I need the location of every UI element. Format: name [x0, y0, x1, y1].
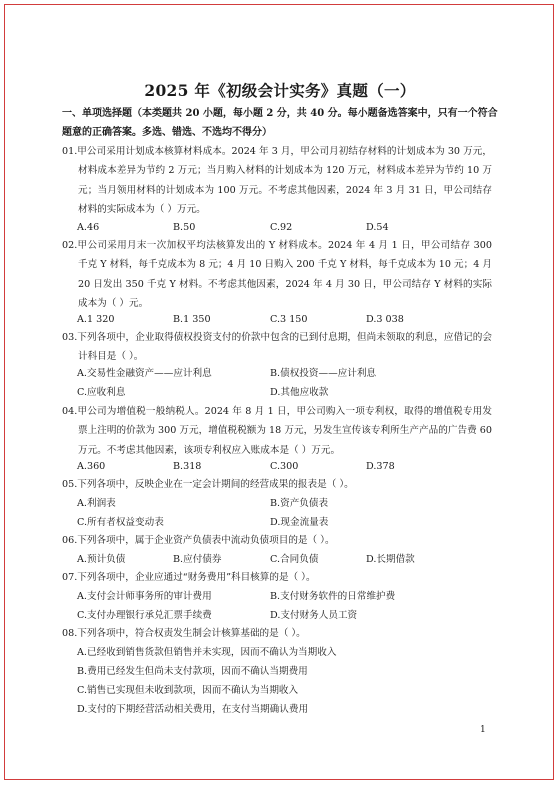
option-d[interactable]: D.支付财务人员工资 — [270, 610, 358, 621]
question-08 — [62, 624, 492, 643]
document-title: 2025 年《初级会计实务》真题（一） — [144, 81, 416, 100]
option-d[interactable]: D.现金流量表 — [270, 517, 329, 528]
question-01 — [62, 142, 492, 220]
option-b[interactable]: B.费用已经发生但尚未支付款项，因而不确认当期费用 — [77, 666, 308, 677]
option-c[interactable]: C.3 150 — [270, 314, 308, 325]
option-d[interactable]: D.378 — [366, 461, 395, 472]
question-02 — [62, 236, 492, 314]
question-text: 03.下列各项中，企业取得债权投资支付的价款中包含的已到付息期，但尚未领取的利息，应借记的会计科目是（ ）。 — [62, 332, 492, 363]
question-04 — [62, 402, 492, 460]
option-a[interactable]: A.支付会计师事务所的审计费用 — [77, 591, 212, 602]
option-b[interactable]: B.债权投资——应计利息 — [270, 368, 377, 379]
option-c[interactable]: C.支付办理银行承兑汇票手续费 — [77, 610, 212, 621]
question-text: 02.甲公司采用月末一次加权平均法核算发出的 Y 材料成本。2024 年 4 月 1 日，甲公司结存 300 千克 Y 材料，每千克成本为 8 元；4 月 10 日购入 200 千克 Y 材料，每千克成本为 10 元；4 月 20 日发出 350 千克 Y 材料。不考虑其他因素，2024 年 4 月 30 日，甲公司结存 Y 材料的实际成本为（ ）元。 — [62, 240, 492, 310]
section-heading-line1: 一、单项选择题（本类题共 20 小题，每小题 2 分，共 40 分。每小题备选答案中，只有一个符合 — [62, 108, 498, 119]
option-c[interactable]: C.92 — [270, 222, 293, 233]
section-heading-line2: 题意的正确答案。多选、错选、不选均不得分） — [62, 127, 272, 138]
option-d[interactable]: D.长期借款 — [366, 554, 415, 565]
option-c[interactable]: C.300 — [270, 461, 299, 472]
question-text: 08.下列各项中，符合权责发生制会计核算基础的是（ ）。 — [62, 628, 306, 639]
option-d[interactable]: D.3 038 — [366, 314, 404, 325]
question-text: 04.甲公司为增值税一般纳税人。2024 年 8 月 1 日，甲公司购入一项专利权，取得的增值税专用发票上注明的价款为 300 万元，增值税税额为 18 万元，另发生宣传该专利所生产产品的广告费 60 万元。不考虑其他因素，该项专利权应入账成本是（ ）万元。 — [62, 406, 492, 456]
option-d[interactable]: D.54 — [366, 222, 389, 233]
question-text: 07.下列各项中，企业应通过“财务费用”科目核算的是（ ）。 — [62, 572, 316, 583]
option-a[interactable]: A.已经收到销售货款但销售并未实现，因而不确认为当期收入 — [77, 647, 337, 658]
option-b[interactable]: B.支付财务软件的日常维护费 — [270, 591, 396, 602]
option-b[interactable]: B.资产负债表 — [270, 498, 329, 509]
option-a[interactable]: A.交易性金融资产——应计利息 — [77, 368, 212, 379]
option-c[interactable]: C.所有者权益变动表 — [77, 517, 164, 528]
option-d[interactable]: D.其他应收款 — [270, 387, 329, 398]
option-b[interactable]: B.50 — [173, 222, 196, 233]
question-03 — [62, 328, 492, 367]
option-a[interactable]: A.利润表 — [77, 498, 116, 509]
question-text: 06.下列各项中，属于企业资产负债表中流动负债项目的是（ ）。 — [62, 535, 335, 546]
question-text: 05.下列各项中，反映企业在一定会计期间的经营成果的报表是（ ）。 — [62, 479, 354, 490]
option-b[interactable]: B.318 — [173, 461, 202, 472]
option-c[interactable]: C.应收利息 — [77, 387, 126, 398]
option-b[interactable]: B.应付债券 — [173, 554, 222, 565]
question-text: 01.甲公司采用计划成本核算材料成本。2024 年 3 月，甲公司月初结存材料的计划成本为 30 万元，材料成本差异为节约 2 万元；当月购入材料的计划成本为 120 万元，材料成本差异为节约 10 万元；当月领用材料的计划成本为 100 万元。不考虑其他因素，2024 年 3 月 31 日，甲公司结存材料的实际成本为（ ）万元。 — [62, 146, 492, 216]
question-05 — [62, 475, 492, 494]
option-b[interactable]: B.1 350 — [173, 314, 211, 325]
page-number: 1 — [480, 725, 486, 735]
question-07 — [62, 568, 492, 587]
question-06 — [62, 531, 492, 550]
option-a[interactable]: A.1 320 — [77, 314, 115, 325]
option-c[interactable]: C.销售已实现但未收到款项，因而不确认为当期收入 — [77, 685, 299, 696]
option-a[interactable]: A.预计负债 — [77, 554, 126, 565]
option-d[interactable]: D.支付的下期经营活动相关费用，在支付当期确认费用 — [77, 704, 309, 715]
option-a[interactable]: A.360 — [77, 461, 106, 472]
option-a[interactable]: A.46 — [77, 222, 100, 233]
option-c[interactable]: C.合同负债 — [270, 554, 319, 565]
